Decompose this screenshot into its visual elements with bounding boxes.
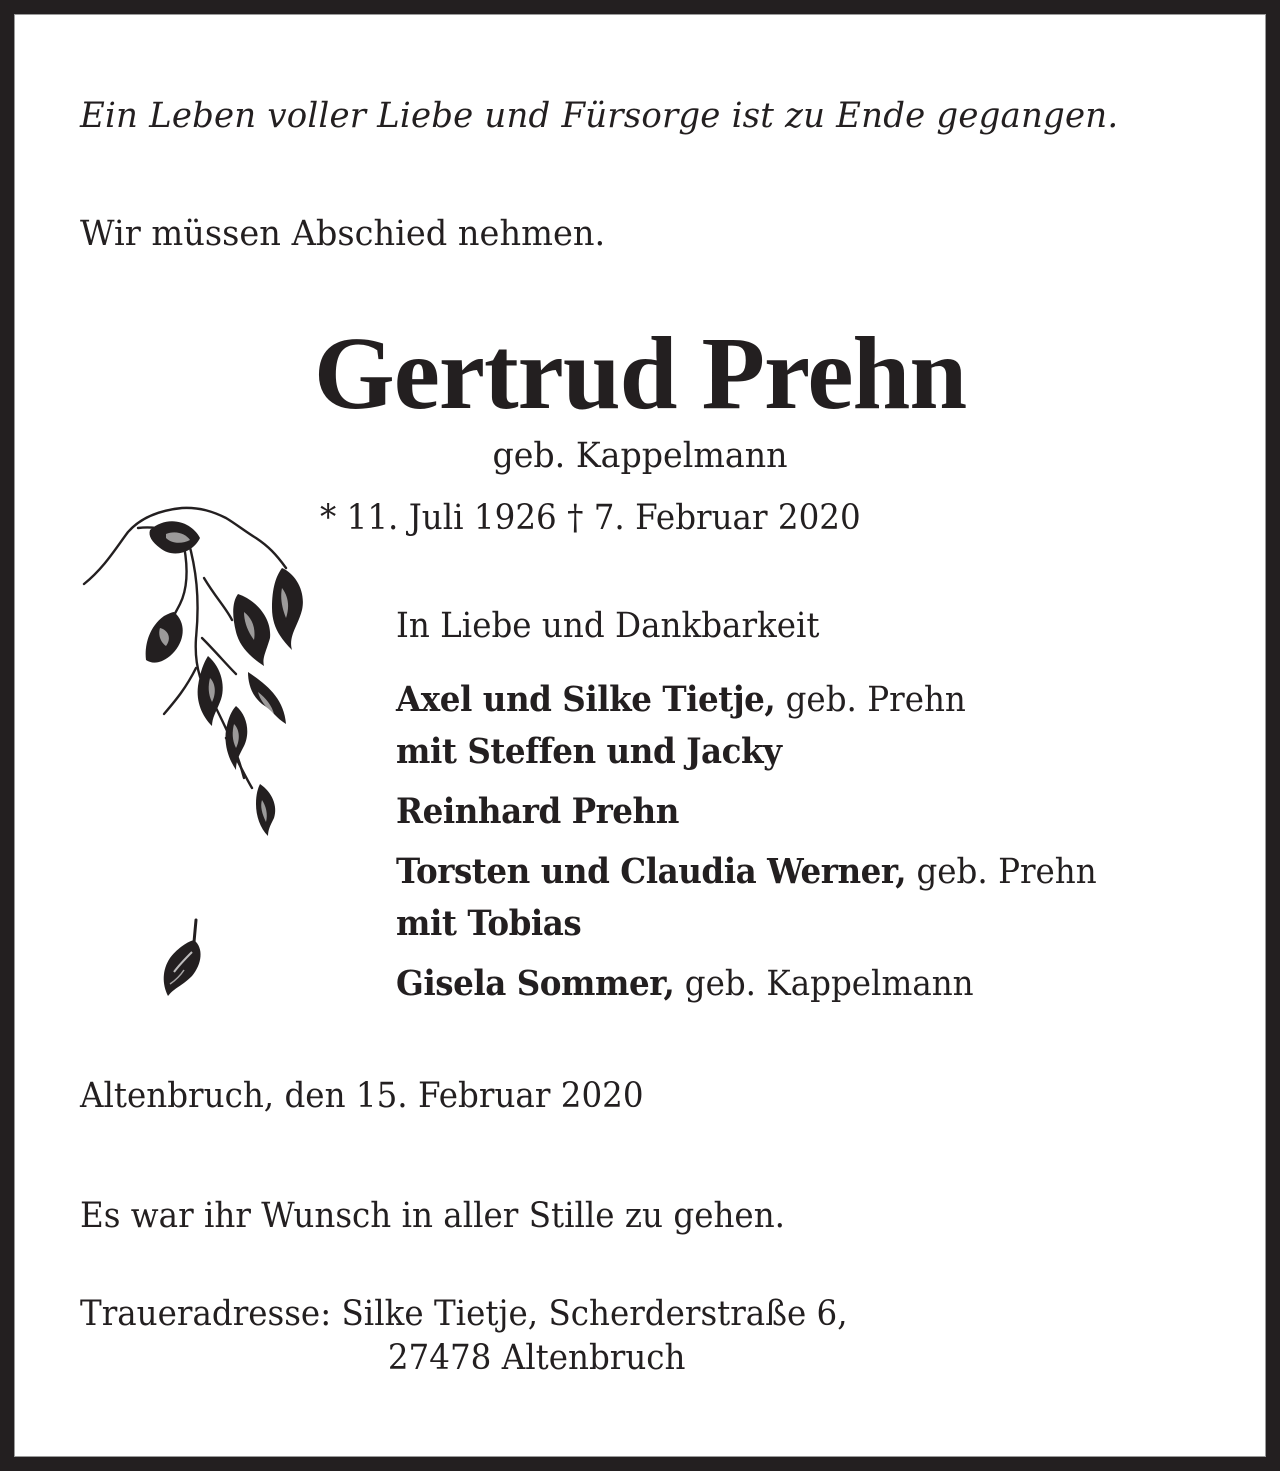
mourner-name: Reinhard Prehn [396, 791, 679, 832]
intro-text: Wir müssen Abschied nehmen. [80, 214, 606, 254]
mourning-address [80, 1292, 848, 1380]
mourner-entry [396, 958, 1097, 1010]
mourners-list [396, 674, 1149, 1010]
birch-branch-illustration-icon [76, 488, 326, 842]
life-dates: * 11. Juli 1926 † 7. Februar 2020 [320, 498, 861, 538]
mourner-maiden: geb. Prehn [906, 852, 1097, 892]
deceased-name: Gertrud Prehn [313, 316, 967, 431]
maiden-name: geb. Kappelmann [492, 436, 788, 476]
mourner-maiden: geb. Kappelmann [674, 964, 974, 1004]
gratitude-line: In Liebe und Dankbarkeit [396, 606, 820, 646]
falling-leaf-icon [152, 914, 212, 1008]
tagline: Ein Leben voller Liebe und Fürsorge ist zu Ende gegangen. [80, 96, 1119, 136]
wish-text: Es war ihr Wunsch in aller Stille zu gehen. [80, 1196, 786, 1236]
mourner-name: mit Tobias [396, 903, 582, 944]
address-line-2: 27478 Altenbruch [387, 1338, 686, 1378]
obituary-notice [14, 14, 1266, 1457]
mourner-name: Torsten und Claudia Werner, [396, 851, 907, 892]
mourner-name: Axel und Silke Tietje, [396, 679, 776, 720]
mourner-entry [396, 674, 1097, 726]
address-line-1: Traueradresse: Silke Tietje, Scherderstraße 6, [80, 1294, 848, 1334]
mourner-entry [396, 786, 1097, 838]
mourner-name: mit Steffen und Jacky [396, 731, 782, 772]
mourner-entry [396, 898, 1097, 950]
mourner-name: Gisela Sommer, [396, 963, 675, 1004]
mourner-maiden: geb. Prehn [775, 680, 966, 720]
mourner-entry [396, 726, 1097, 778]
mourner-entry [396, 846, 1097, 898]
place-date: Altenbruch, den 15. Februar 2020 [80, 1076, 644, 1116]
